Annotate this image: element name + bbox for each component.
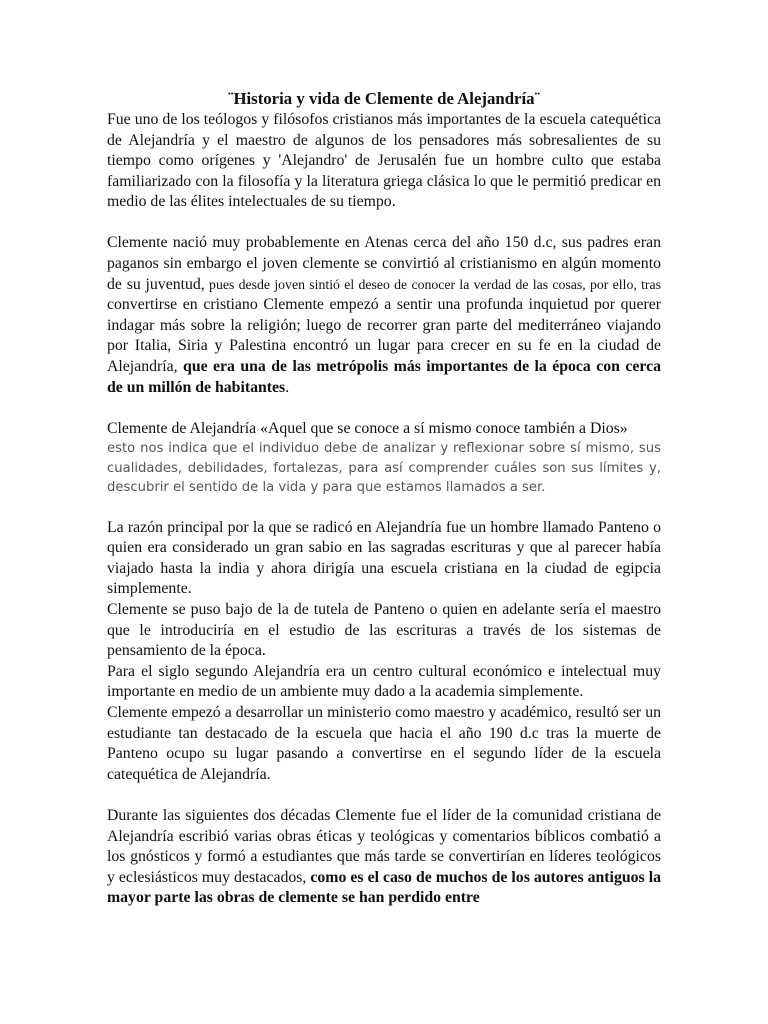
paragraph-ministerio: Clemente empezó a desarrollar un ministerio como maestro y académico, resultó ser un estudiante tan destacado de la escuela que hacia el año 190 d.c tras la muerte de Panteno ocupo su lugar pasando a convertirse en el segundo líder de la escuela catequética de Alejandría. <box>107 704 661 783</box>
document-body <box>107 88 661 909</box>
paragraph-gap <box>107 213 661 234</box>
paragraph-gap <box>107 398 661 419</box>
paragraph-birth-small-text: pues desde joven sintió el deseo de conocer la verdad de las cosas, por ello, tras <box>204 276 662 292</box>
paragraph-birth-text-a: Clemente nació muy probablemente en Atenas cerca del año 150 d.c, sus padres eran paganos sin embargo el joven clemente se convirtió al cristianismo en algún momento de su juventud, <box>107 234 661 293</box>
document-title: ¨Historia y vida de Clemente de Alejandría¨ <box>227 89 541 108</box>
paragraph-birth-text-b: convertirse en cristiano Clemente empezó a sentir una profunda inquietud por querer indagar más sobre la religión; luego de recorrer gran parte del mediterráneo viajando por Italia, Siria y Palestina encontró un lugar para crecer en su fe en la ciudad de Alejandría, <box>107 296 661 376</box>
quote-explanation: esto nos indica que el individuo debe de analizar y reflexionar sobre sí mismo, sus cualidades, debilidades, fortalezas, para así comprender cuáles son sus límites y, descubrir el sentido de la vida y para que estamos llamados a ser. <box>107 441 661 495</box>
paragraph-birth-end: . <box>285 378 290 396</box>
paragraph-decadas <box>107 806 661 909</box>
paragraph-decadas-bold-text: como es el caso de muchos de los autores antiguos la mayor parte las obras de clemente se han perdido entre <box>107 868 661 907</box>
paragraph-gap <box>107 497 661 518</box>
paragraph-gap <box>107 785 661 806</box>
paragraph-decadas-text: Durante las siguientes dos décadas Clemente fue el líder de la comunidad cristiana de Alejandría escribió varias obras éticas y teológicas y comentarios bíblicos combatió a los gnósticos y formó a estudiantes que más tarde se convertirían en líderes teológicos y eclesiásticos muy destacados, <box>107 806 661 886</box>
paragraph-siglo-segundo: Para el siglo segundo Alejandría era un centro cultural económico e intelectual muy importante en medio de un ambiente muy dado a la academia simplemente. <box>107 662 661 701</box>
paragraph-panteno: La razón principal por la que se radicó en Alejandría fue un hombre llamado Panteno o quien era considerado un gran sabio en las sagradas escrituras y que al parecer había viajado hasta la india y ahora dirigía una escuela cristiana en la ciudad de egipcia simplemente. <box>107 518 661 598</box>
paragraph-intro: Fue uno de los teólogos y filósofos cristianos más importantes de la escuela catequética de Alejandría y el maestro de algunos de los pensadores más sobresalientes de su tiempo como orígenes y 'Alejandro' de Jerusalén fue un hombre culto que estaba familiarizado con la filosofía y la literatura griega clásica lo que le permitió predicar en medio de las élites intelectuales de su tiempo. <box>107 111 661 211</box>
paragraph-birth-bold-text: que era una de las metrópolis más importantes de la época con cerca de un millón de habitantes <box>107 358 661 396</box>
quote-line: Clemente de Alejandría «Aquel que se conoce a sí mismo conoce también a Dios» <box>107 419 628 437</box>
paragraph-birth <box>107 233 661 398</box>
paragraph-tutela: Clemente se puso bajo de la de tutela de Panteno o quien en adelante sería el maestro que le introduciría en el estudio de las escrituras a través de los sistemas de pensamiento de la época. <box>107 601 661 660</box>
